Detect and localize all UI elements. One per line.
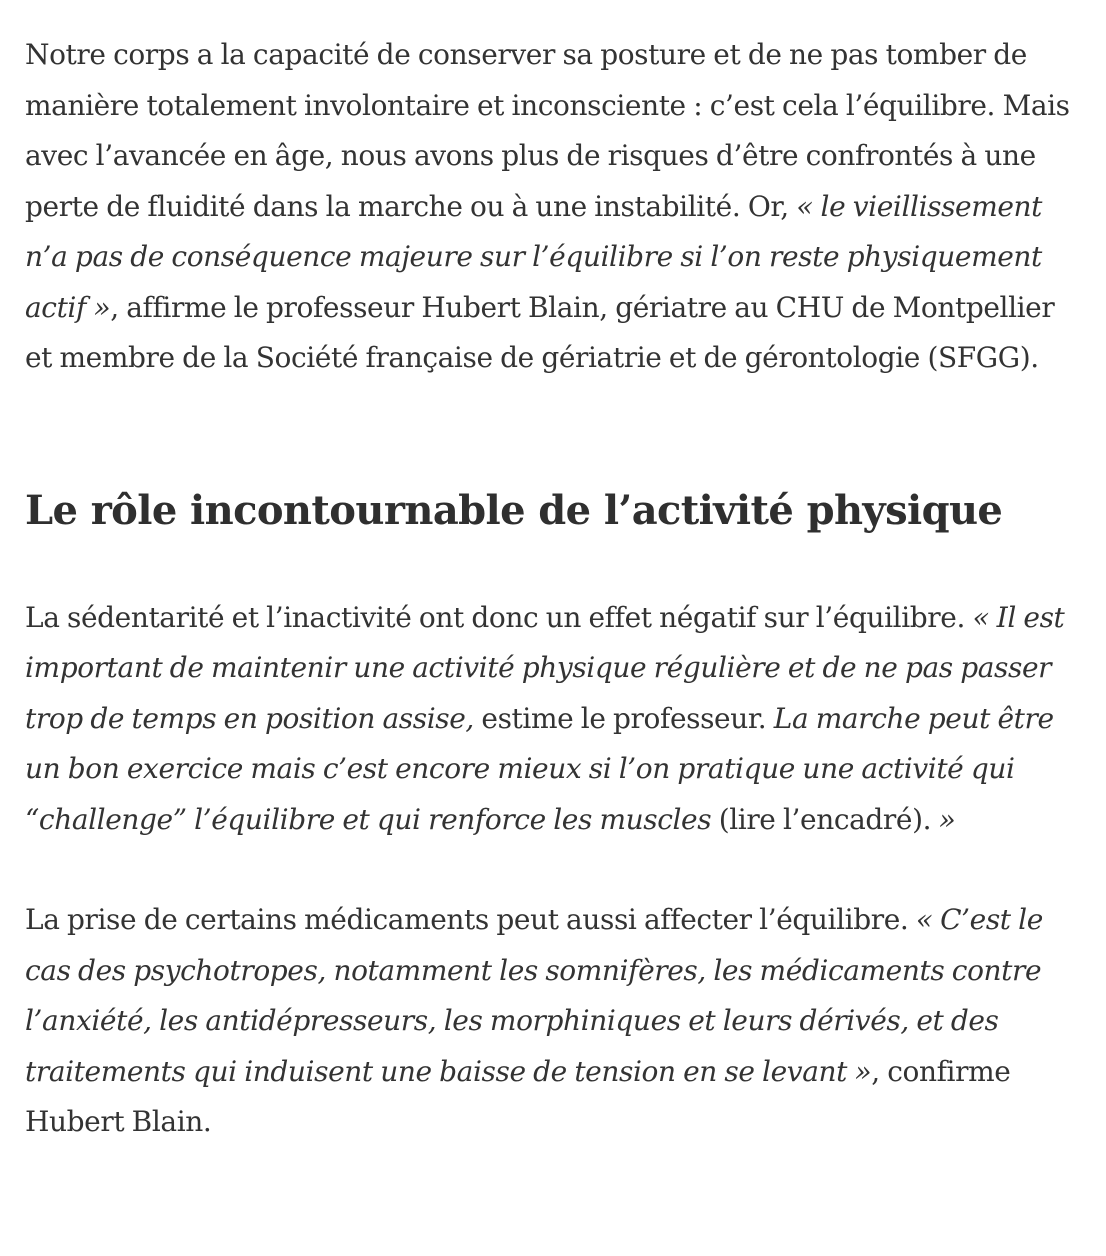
paragraph-text: , confirme Hubert Blain.: [25, 1054, 1011, 1138]
quote-text: La marche peut être un bon exercice mais c’est encore mieux si l’on pratique une activité qui “challenge” l’équilibre et qui renforce les muscles: [25, 701, 1054, 836]
quote-text: « Il est important de maintenir une activité physique régulière et de ne pas passer trop de temps en position assise,: [25, 600, 1065, 735]
paragraph-text: La prise de certains médicaments peut aussi affecter l’équilibre.: [25, 903, 916, 936]
paragraph-text: estime le professeur.: [473, 701, 774, 735]
quote-text: « C’est le cas des psychotropes, notamment les somnifères, les médicaments contre l’anxiété, les antidépresseurs, les morphiniques et leurs dérivés, et des traitements qui induisent une baisse de tension en se levant »: [25, 903, 1043, 1088]
quote-text: »: [938, 802, 956, 836]
paragraph-text: Notre corps a la capacité de conserver sa posture et de ne pas tomber de manière totalement involontaire et inconsciente : c’est cela l’équilibre. Mais avec l’avancée en âge, nous avons plus de risques d’être confrontés à une perte de fluidité dans la marche ou à une instabilité. Or,: [25, 38, 1070, 223]
paragraph-medication: [25, 895, 1085, 1148]
paragraph-text: , affirme le professeur Hubert Blain, gériatre au CHU de Montpellier et membre de la Société française de gériatrie et de gérontologie (SFGG).: [25, 290, 1055, 374]
section-heading: Le rôle incontournable de l’activité physique: [25, 486, 1003, 534]
paragraph-text: (lire l’encadré).: [711, 802, 939, 836]
quote-text: « le vieillissement n’a pas de conséquence majeure sur l’équilibre si l’on reste physiquement actif »: [25, 189, 1043, 324]
article-body: [25, 30, 1085, 1148]
paragraph-intro: [25, 30, 1085, 384]
paragraph-text: La sédentarité et l’inactivité ont donc un effet négatif sur l’équilibre.: [25, 600, 973, 634]
paragraph-activity: [25, 593, 1085, 846]
